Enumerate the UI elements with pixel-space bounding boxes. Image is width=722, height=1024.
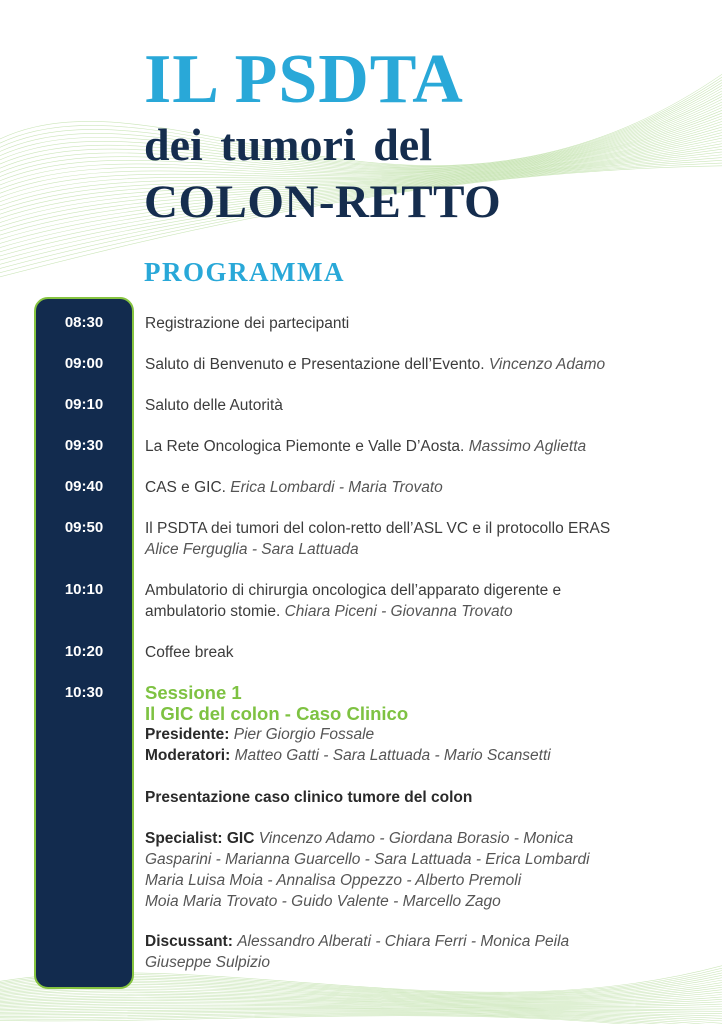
- discussants-block: [145, 931, 685, 973]
- title-line-1: IL PSDTA: [144, 41, 464, 118]
- wave-line: [0, 990, 722, 1002]
- agenda-text: Saluto delle Autorità: [145, 397, 283, 414]
- wave-line: [0, 992, 722, 1002]
- wave-line: [0, 1013, 722, 1024]
- time-1030: 10:30: [64, 684, 104, 701]
- time-0950: 09:50: [64, 519, 104, 536]
- moderators-names: Matteo Gatti - Sara Lattuada - Mario Scansetti: [234, 747, 551, 764]
- specialists-block: [145, 828, 685, 912]
- discussants-names: Giuseppe Sulpizio: [145, 954, 270, 971]
- specialists-names: Moia Maria Trovato - Guido Valente - Marcello Zago: [145, 893, 501, 910]
- time-1020: 10:20: [64, 643, 104, 660]
- session-moderators: [145, 745, 685, 766]
- agenda-speakers: Vincenzo Adamo: [488, 356, 606, 373]
- session-subtitle: Il GIC del colon - Caso Clinico: [145, 703, 409, 724]
- agenda-item-registrazione: [145, 313, 685, 334]
- agenda-speakers: Chiara Piceni - Giovanna Trovato: [284, 603, 513, 620]
- agenda-text: La Rete Oncologica Piemonte e Valle D’Aosta.: [145, 438, 465, 455]
- wave-line: [0, 1014, 722, 1024]
- wave-line: [0, 994, 722, 1004]
- specialists-label: Specialist: GIC: [145, 830, 255, 847]
- discussants-names: Alessandro Alberati - Chiara Ferri - Monica Peila: [237, 933, 570, 950]
- agenda-item-ambulatorio: [145, 580, 685, 622]
- session-title: Sessione 1: [145, 682, 242, 703]
- title-line-3: COLON-RETTO: [144, 176, 502, 228]
- wave-line: [0, 1012, 722, 1024]
- time-0940: 09:40: [64, 478, 104, 495]
- wave-line: [0, 1015, 722, 1024]
- wave-line: [0, 1010, 722, 1023]
- agenda-item-benvenuto: [145, 354, 685, 375]
- wave-line: [0, 1005, 722, 1014]
- time-0900: 09:00: [64, 355, 104, 372]
- wave-line: [0, 996, 722, 1005]
- discussants-label: Discussant:: [145, 933, 233, 950]
- title-line-2: dei tumori del: [144, 119, 432, 170]
- case-title: Presentazione caso clinico tumore del colon: [145, 789, 473, 806]
- specialists-names: Gasparini - Marianna Guarcello - Sara Lattuada - Erica Lombardi: [145, 851, 590, 868]
- agenda-text: Saluto di Benvenuto e Presentazione dell’Evento.: [145, 356, 485, 373]
- time-0930: 09:30: [64, 437, 104, 454]
- agenda-text: Il PSDTA dei tumori del colon-retto dell’ASL VC e il protocollo ERAS: [145, 520, 611, 537]
- session-block: [145, 682, 685, 766]
- specialists-names: Maria Luisa Moia - Annalisa Oppezzo - Alberto Premoli: [145, 872, 522, 889]
- specialists-line-1: [145, 828, 685, 849]
- wave-line: [0, 987, 722, 1001]
- agenda-item-coffee-break: [145, 642, 685, 663]
- wave-line: [0, 1008, 722, 1019]
- wave-line: [0, 1001, 722, 1008]
- wave-line: [0, 1011, 722, 1024]
- case-presentation: [145, 787, 685, 808]
- agenda-item-autorita: [145, 395, 685, 416]
- agenda-item-rete-oncologica: [145, 436, 685, 457]
- discussants-line-1: [145, 931, 685, 952]
- specialists-names: Vincenzo Adamo - Giordana Borasio - Monica: [258, 830, 574, 847]
- agenda-item-cas-gic: [145, 477, 685, 498]
- president-label: Presidente:: [145, 726, 230, 743]
- agenda-text: CAS e GIC.: [145, 479, 226, 496]
- agenda-speakers: Massimo Aglietta: [468, 438, 587, 455]
- programma-heading: PROGRAMMA: [144, 257, 345, 287]
- session-president: [145, 724, 685, 745]
- moderators-label: Moderatori:: [145, 747, 231, 764]
- wave-line: [0, 1007, 722, 1017]
- agenda-text: Registrazione dei partecipanti: [145, 315, 350, 332]
- agenda-text: Ambulatorio di chirurgia oncologica dell’apparato digerente e: [145, 582, 562, 599]
- agenda-text: Coffee break: [145, 644, 234, 661]
- wave-line: [0, 1002, 722, 1009]
- agenda-text-cont: ambulatorio stomie.: [145, 603, 281, 620]
- time-0910: 09:10: [64, 396, 104, 413]
- time-1010: 10:10: [64, 581, 104, 598]
- wave-line: [0, 999, 722, 1007]
- time-0830: 08:30: [64, 314, 104, 331]
- agenda-speakers: Erica Lombardi - Maria Trovato: [230, 479, 443, 496]
- president-name: Pier Giorgio Fossale: [233, 726, 375, 743]
- wave-line: [0, 1004, 722, 1012]
- wave-line: [0, 997, 722, 1005]
- agenda-item-psdta-eras: [145, 518, 685, 560]
- wave-line: [0, 1016, 722, 1024]
- agenda-speakers: Alice Ferguglia - Sara Lattuada: [145, 541, 359, 558]
